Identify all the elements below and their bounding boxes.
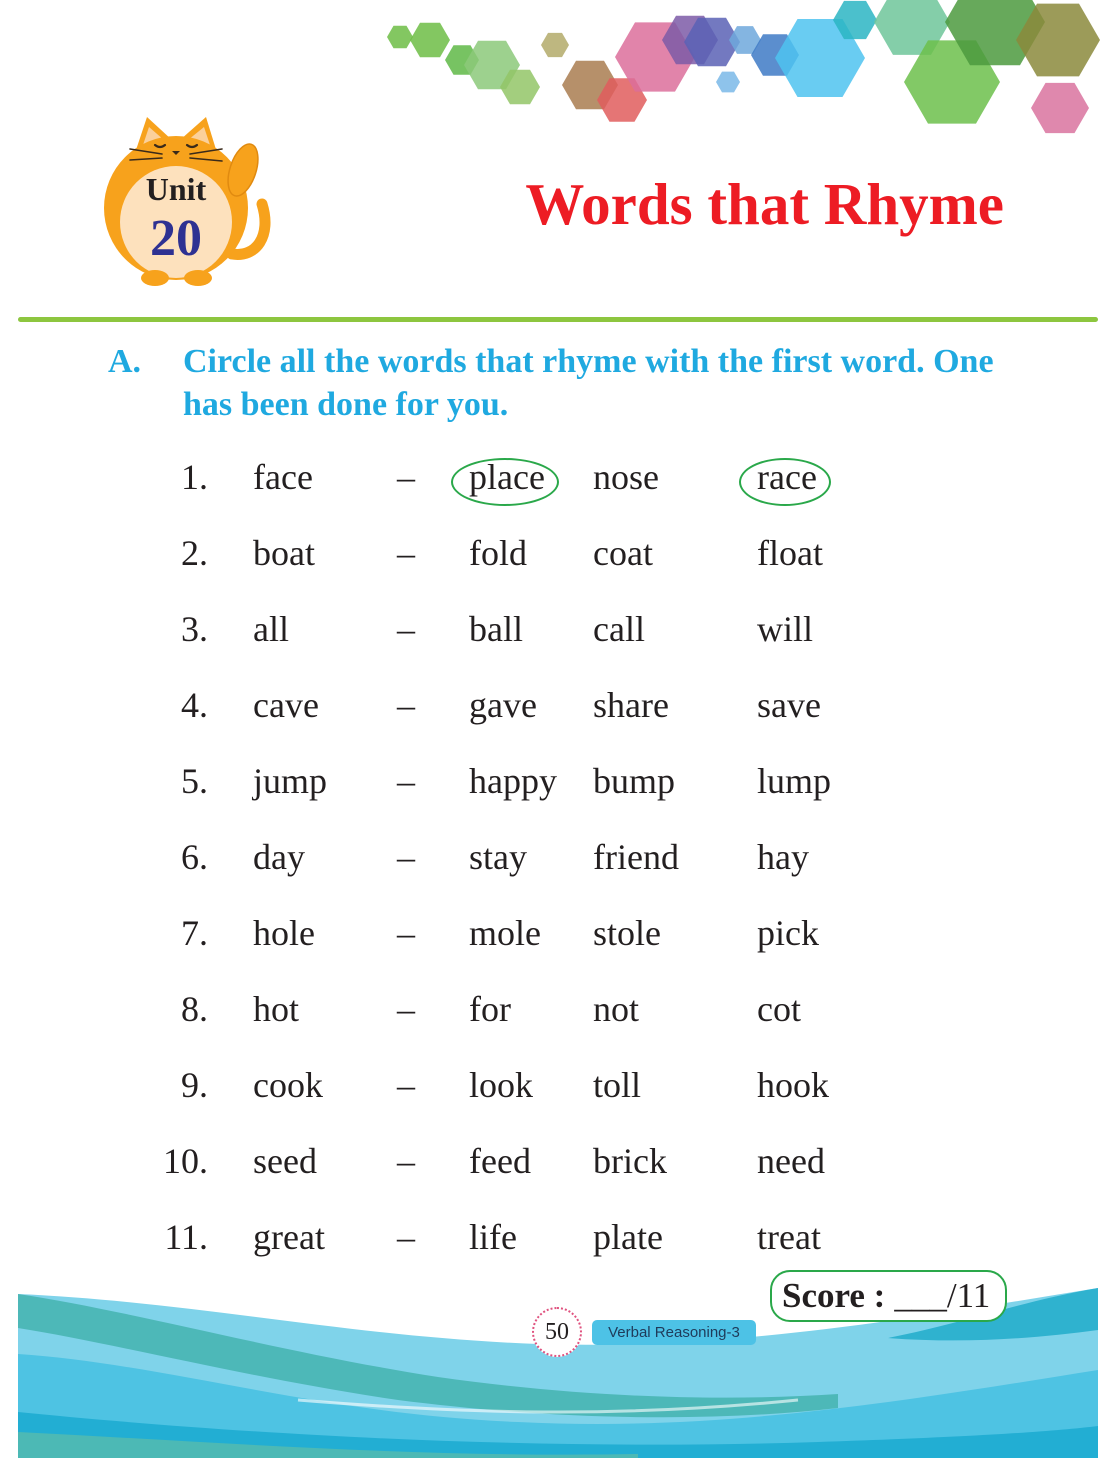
item-number: 3. xyxy=(181,609,208,649)
item-option: share xyxy=(593,685,669,725)
item-separator: – xyxy=(397,761,415,801)
exercise-item xyxy=(0,439,1116,515)
exercise-instruction xyxy=(183,340,994,426)
instruction-line: has been done for you. xyxy=(183,386,509,423)
unit-badge-cat xyxy=(0,0,300,300)
item-option: toll xyxy=(593,1065,642,1105)
item-separator: – xyxy=(397,837,415,877)
item-option: ball xyxy=(469,609,523,649)
item-option-circled: race xyxy=(757,439,817,515)
exercise-item xyxy=(0,591,1116,667)
exercise-item xyxy=(0,1047,1116,1123)
item-separator: – xyxy=(397,989,415,1029)
exercise-item xyxy=(0,895,1116,971)
item-option: call xyxy=(593,609,645,649)
item-separator: – xyxy=(397,1141,415,1181)
item-option: gave xyxy=(469,685,537,725)
item-option-circled: place xyxy=(469,439,545,515)
item-word: boat xyxy=(253,533,315,573)
item-separator: – xyxy=(397,913,415,953)
item-option: nose xyxy=(593,457,659,497)
item-option: treat xyxy=(757,1217,821,1257)
unit-number: 20 xyxy=(150,210,202,267)
item-word: hot xyxy=(253,989,300,1029)
item-option: mole xyxy=(469,913,541,953)
item-word: jump xyxy=(253,761,328,801)
header-divider xyxy=(18,317,1098,322)
item-option: life xyxy=(469,1217,517,1257)
item-option: fold xyxy=(469,533,527,573)
exercise-item-list xyxy=(0,439,1116,1275)
item-option: pick xyxy=(757,913,819,953)
item-number: 8. xyxy=(181,989,208,1029)
exercise-letter: A. xyxy=(108,343,142,380)
item-option: save xyxy=(757,685,821,725)
instruction-line: Circle all the words that rhyme with the first word. One xyxy=(183,343,994,380)
score-box xyxy=(770,1270,1007,1322)
item-option: coat xyxy=(593,533,653,573)
item-option: cot xyxy=(757,989,801,1029)
item-option: float xyxy=(757,533,823,573)
book-title-label: Verbal Reasoning-3 xyxy=(592,1320,756,1345)
item-word: great xyxy=(253,1217,325,1257)
exercise-item xyxy=(0,971,1116,1047)
item-option: lump xyxy=(757,761,832,801)
decor-hexagon xyxy=(387,26,413,49)
item-separator: – xyxy=(397,533,415,573)
page-title: Words that Rhyme xyxy=(525,171,1004,237)
item-word: hole xyxy=(253,913,315,953)
item-separator: – xyxy=(397,685,415,725)
item-option: need xyxy=(757,1141,825,1181)
item-separator: – xyxy=(397,457,415,497)
item-option: plate xyxy=(593,1217,663,1257)
score-label: Score : xyxy=(782,1276,886,1315)
item-option: bump xyxy=(593,761,676,801)
item-option: stole xyxy=(593,913,661,953)
item-word: day xyxy=(253,837,305,877)
score-value: ___/11 xyxy=(894,1276,991,1315)
item-option: for xyxy=(469,989,511,1029)
item-number: 6. xyxy=(181,837,208,877)
item-word: cook xyxy=(253,1065,323,1105)
page-number: 50 xyxy=(532,1307,582,1357)
item-option: look xyxy=(469,1065,534,1105)
item-number: 10. xyxy=(163,1141,208,1181)
decor-hexagon xyxy=(1031,83,1089,133)
item-separator: – xyxy=(397,1065,415,1105)
item-word: face xyxy=(253,457,313,497)
exercise-item xyxy=(0,1123,1116,1199)
item-number: 1. xyxy=(181,457,208,497)
exercise-item xyxy=(0,667,1116,743)
item-number: 9. xyxy=(181,1065,208,1105)
item-word: seed xyxy=(253,1141,317,1181)
item-number: 11. xyxy=(164,1217,208,1257)
item-option: will xyxy=(757,609,814,649)
unit-label: Unit xyxy=(145,171,207,207)
item-word: all xyxy=(253,609,289,649)
decor-hexagon xyxy=(410,23,450,58)
item-option: hook xyxy=(757,1065,829,1105)
decor-hexagon xyxy=(716,72,740,93)
cat-foot xyxy=(141,270,169,286)
item-separator: – xyxy=(397,1217,415,1257)
item-number: 2. xyxy=(181,533,208,573)
item-number: 5. xyxy=(181,761,208,801)
exercise-item xyxy=(0,743,1116,819)
item-option: hay xyxy=(757,837,809,877)
exercise-item xyxy=(0,1199,1116,1275)
item-number: 7. xyxy=(181,913,208,953)
item-option: brick xyxy=(593,1141,667,1181)
item-separator: – xyxy=(397,609,415,649)
cat-foot xyxy=(184,270,212,286)
exercise-item xyxy=(0,515,1116,591)
item-option: happy xyxy=(469,761,557,801)
item-option: feed xyxy=(469,1141,531,1181)
item-option: not xyxy=(593,989,640,1029)
item-number: 4. xyxy=(181,685,208,725)
item-option: stay xyxy=(469,837,527,877)
exercise-item xyxy=(0,819,1116,895)
item-word: cave xyxy=(253,685,319,725)
decor-hexagon xyxy=(541,33,569,57)
item-option: friend xyxy=(593,837,679,877)
